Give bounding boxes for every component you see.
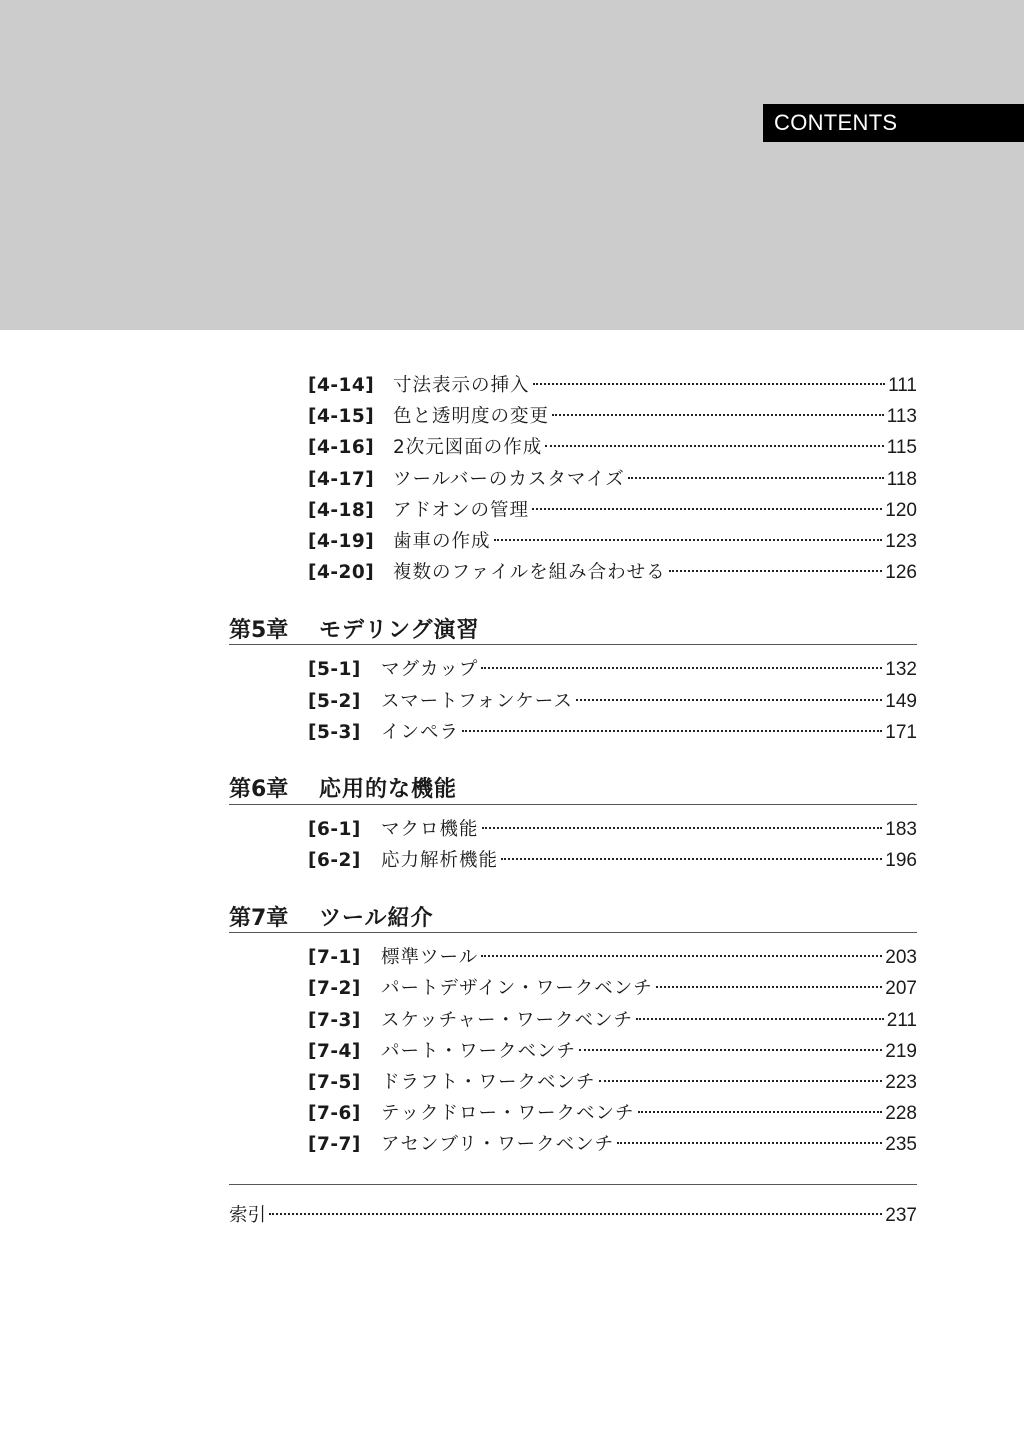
chapter5-entries — [229, 654, 917, 748]
entry-page: 111 — [888, 375, 917, 396]
entry-page: 183 — [885, 818, 917, 840]
entry-title: 色と透明度の変更 — [393, 406, 550, 428]
dot-leader — [617, 1142, 882, 1144]
entry-page: 118 — [886, 468, 917, 490]
entry-number: [4-19] — [308, 530, 375, 552]
entry-number: [4-14] — [308, 375, 375, 396]
entry-page: 228 — [885, 1103, 917, 1125]
toc-entry[interactable] — [229, 1036, 917, 1067]
index-title: 索引 — [229, 1204, 267, 1226]
entry-title: ドラフト・ワークベンチ — [381, 1072, 596, 1093]
dot-leader — [552, 414, 884, 416]
entry-number: [5-1] — [308, 659, 361, 681]
chapter-title: 応用的な機能 — [319, 777, 458, 803]
table-of-contents — [229, 370, 917, 1231]
entry-number: [7-7] — [308, 1134, 361, 1156]
entry-page: 149 — [885, 690, 917, 712]
dot-leader — [579, 1049, 882, 1051]
chapter7-entries — [229, 942, 917, 1160]
toc-entry[interactable] — [229, 686, 917, 717]
toc-entry[interactable] — [229, 942, 917, 973]
toc-entry[interactable] — [229, 1098, 917, 1129]
toc-entry[interactable] — [229, 845, 917, 876]
chapter-number: 第5章 — [229, 617, 289, 643]
chapter-number: 第6章 — [229, 777, 289, 803]
index-page: 237 — [885, 1204, 917, 1226]
entry-number: [7-6] — [308, 1103, 361, 1125]
toc-entry[interactable] — [229, 370, 917, 401]
entry-page: 123 — [885, 530, 917, 552]
chapter-heading-5[interactable] — [229, 612, 917, 645]
toc-entry[interactable] — [229, 654, 917, 685]
entry-title: ツールバーのカスタマイズ — [393, 468, 625, 490]
dot-leader — [576, 699, 882, 701]
chapter4-entries — [229, 370, 917, 588]
entry-title: アドオンの管理 — [393, 499, 529, 521]
entry-number: [6-1] — [308, 818, 361, 840]
toc-entry[interactable] — [229, 495, 917, 526]
entry-page: 203 — [885, 947, 917, 969]
entry-page: 219 — [885, 1040, 917, 1062]
entry-page: 196 — [885, 850, 917, 872]
index-entry[interactable] — [229, 1200, 917, 1231]
entry-page: 132 — [885, 659, 917, 681]
chapter-heading-6[interactable] — [229, 772, 917, 805]
chapter6-entries — [229, 814, 917, 876]
entry-title: パート・ワークベンチ — [381, 1040, 577, 1062]
toc-entry[interactable] — [229, 526, 917, 557]
dot-leader — [501, 858, 882, 860]
chapter-heading-7[interactable] — [229, 900, 917, 933]
toc-entry[interactable] — [229, 973, 917, 1004]
entry-page: 207 — [885, 978, 917, 1000]
entry-page: 120 — [885, 499, 917, 521]
dot-leader — [638, 1111, 883, 1113]
entry-number: [4-18] — [308, 499, 375, 521]
dot-leader — [481, 667, 882, 669]
entry-title: 寸法表示の挿入 — [393, 375, 530, 396]
chapter-title: ツール紹介 — [319, 905, 434, 931]
entry-number: [7-4] — [308, 1040, 361, 1062]
dot-leader — [669, 570, 883, 572]
entry-number: [7-1] — [308, 947, 361, 969]
entry-title: 標準ツール — [381, 947, 479, 969]
dot-leader — [656, 986, 883, 988]
index-divider — [229, 1184, 917, 1185]
dot-leader — [533, 383, 886, 385]
dot-leader — [636, 1018, 884, 1020]
toc-entry[interactable] — [229, 1005, 917, 1036]
entry-number: [7-5] — [308, 1072, 361, 1093]
chapter-number: 第7章 — [229, 905, 289, 931]
entry-title: スマートフォンケース — [381, 690, 573, 712]
entry-page: 113 — [886, 406, 917, 428]
entry-number: [4-20] — [308, 562, 375, 584]
entry-title: マクロ機能 — [381, 818, 479, 840]
entry-number: [4-17] — [308, 468, 375, 490]
entry-title: 応力解析機能 — [381, 850, 499, 872]
entry-number: [4-16] — [308, 437, 375, 459]
dot-leader — [269, 1213, 882, 1215]
dot-leader — [462, 730, 882, 732]
toc-entry[interactable] — [229, 432, 917, 463]
entry-title: 2次元図面の作成 — [393, 437, 543, 459]
entry-title: アセンブリ・ワークベンチ — [381, 1134, 615, 1156]
dot-leader — [494, 539, 883, 541]
entry-title: テックドロー・ワークベンチ — [381, 1103, 635, 1125]
entry-title: 複数のファイルを組み合わせる — [393, 562, 666, 584]
toc-entry[interactable] — [229, 464, 917, 495]
entry-number: [5-3] — [308, 721, 361, 743]
entry-page: 126 — [885, 562, 917, 584]
dot-leader — [599, 1080, 883, 1082]
toc-entry[interactable] — [229, 814, 917, 845]
entry-title: パートデザイン・ワークベンチ — [381, 978, 653, 1000]
entry-page: 235 — [885, 1134, 917, 1156]
entry-title: インペラ — [381, 721, 460, 743]
dot-leader — [481, 955, 882, 957]
entry-number: [4-15] — [308, 406, 375, 428]
entry-title: 歯車の作成 — [393, 530, 491, 552]
entry-page: 115 — [886, 437, 917, 459]
toc-entry[interactable] — [229, 1067, 917, 1098]
dot-leader — [628, 477, 884, 479]
toc-entry[interactable] — [229, 557, 917, 588]
entry-number: [5-2] — [308, 690, 361, 712]
toc-entry[interactable] — [229, 717, 917, 748]
toc-entry[interactable] — [229, 1129, 917, 1160]
entry-number: [7-3] — [308, 1009, 361, 1031]
entry-page: 171 — [885, 721, 917, 743]
dot-leader — [532, 508, 882, 510]
dot-leader — [482, 827, 883, 829]
entry-page: 211 — [886, 1009, 917, 1031]
toc-entry[interactable] — [229, 401, 917, 432]
entry-title: スケッチャー・ワークベンチ — [381, 1009, 634, 1031]
contents-label: CONTENTS — [763, 104, 1024, 142]
chapter-title: モデリング演習 — [319, 617, 480, 643]
header-band — [0, 0, 1024, 330]
entry-title: マグカップ — [381, 659, 479, 681]
dot-leader — [545, 445, 883, 447]
entry-number: [7-2] — [308, 978, 361, 1000]
entry-number: [6-2] — [308, 850, 361, 872]
entry-page: 223 — [885, 1072, 917, 1093]
